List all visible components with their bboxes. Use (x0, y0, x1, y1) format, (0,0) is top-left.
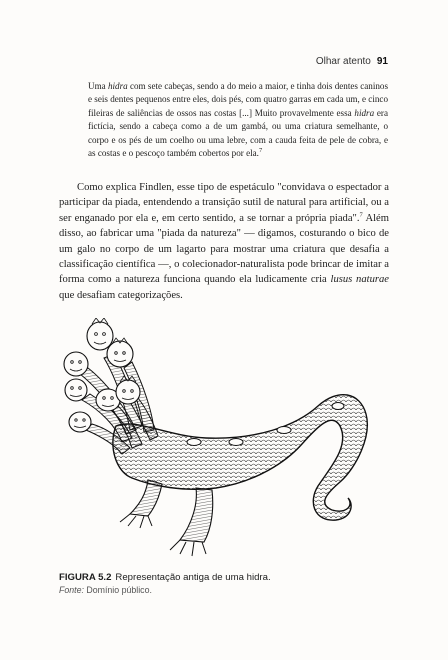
back-spot (229, 439, 243, 446)
page-number: 91 (376, 56, 388, 67)
back-spot (332, 403, 344, 410)
hydra-drawing (56, 318, 392, 570)
back-spot (277, 427, 291, 434)
footnote-ref[interactable]: 7 (359, 211, 363, 219)
back-spot (187, 439, 201, 446)
quote-text: Uma (88, 81, 108, 91)
figure-caption (59, 572, 399, 596)
hydra-illustration (56, 318, 392, 570)
hydra-legs (130, 480, 213, 542)
source-label: Fonte: (59, 585, 84, 596)
quote-text: com sete cabeças, sendo a do meio a maior, e tinha dois dentes caninos e seis dentes pequenos entre eles, dois pés, com quatro garras em cada um, e cinco fileiras de saliências de ossos nas costas [...] Muito provavelmente essa (88, 81, 388, 118)
block-quote (88, 80, 388, 160)
running-head-title: Olhar atento (315, 56, 371, 67)
figure-caption-text: Representação antiga de uma hidra. (115, 572, 271, 583)
quote-emphasis: hidra (107, 81, 128, 91)
paragraph-text: Como explica Findlen, esse tipo de espetáculo "convidava o espectador a participar da piada, entendendo a transição sutil de natural para artificial, ou a ser enganado por ela e, em certo sentido, a se tornar a própria piada". (59, 182, 389, 224)
figure-source (59, 584, 399, 596)
paragraph-text: que desafiam categorizações. (59, 289, 183, 301)
source-text: Domínio público. (83, 585, 152, 596)
quote-emphasis: hidra (354, 107, 375, 118)
footnote-ref[interactable]: 7 (258, 147, 263, 154)
paragraph-text: Além disso, ao fabricar uma "piada da natureza" — digamos, costurando o bico de um galo no corpo de um lagarto para mostrar uma criatura que desafia a classificação científica —, o colecionador-naturalista pode brincar de imitar a forma como a natureza funciona quando ela ludicamente cria (59, 212, 389, 286)
body-paragraph (59, 180, 389, 303)
paragraph-emphasis: lusus naturae (330, 274, 389, 286)
quote-text: era fictícia, sendo a cabeça como a de um gambá, ou uma criatura semelhante, o corpo e os pés de um coelho ou uma lebre, com a cauda feita de pele de cobra, e as costas e o pescoço também cobertos por ela. (88, 107, 388, 159)
running-head (316, 56, 388, 67)
figure-label: FIGURA 5.2 (59, 572, 112, 583)
